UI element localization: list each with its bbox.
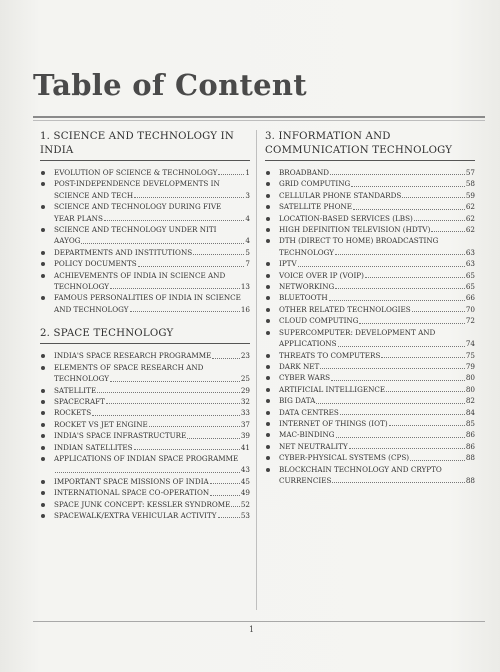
toc-entry[interactable] [265, 372, 475, 383]
dot-leader [381, 357, 464, 358]
toc-entry[interactable] [40, 499, 250, 510]
toc-entry-text: INTERNET OF THINGS (IOT) [279, 418, 388, 428]
toc-entry-text: APPLICATIONS OF INDIAN SPACE PROGRAMME [54, 453, 239, 463]
dot-leader [81, 243, 244, 244]
bullet-icon [41, 480, 45, 484]
dot-leader [212, 358, 239, 359]
section-heading [265, 130, 475, 161]
section-item-list [40, 350, 250, 521]
bullet-icon [41, 251, 45, 255]
dot-leader [331, 380, 465, 381]
toc-entry[interactable] [40, 178, 250, 201]
toc-entry[interactable] [40, 396, 250, 407]
toc-entry[interactable] [265, 395, 475, 406]
section-item-list [265, 167, 475, 486]
toc-entry-text: POST-INDEPENDENCE DEVELOPMENTS IN [54, 179, 220, 189]
dot-leader [351, 186, 465, 187]
bullet-icon [266, 445, 270, 449]
toc-entry-text: SUPERCOMPUTER: DEVELOPMENT AND [279, 327, 436, 337]
toc-entry-text: INDIA'S SPACE RESEARCH PROGRAMME [54, 351, 212, 361]
toc-page-number: 43 [240, 465, 250, 475]
toc-page-number: 63 [465, 247, 475, 257]
bullet-icon [41, 366, 45, 370]
toc-page-number: 58 [465, 179, 475, 189]
toc-entry[interactable] [40, 407, 250, 418]
toc-entry[interactable] [265, 350, 475, 361]
toc-entry-text: SCIENCE AND TECHNOLOGY UNDER NITI [54, 225, 217, 235]
bullet-icon [41, 182, 45, 186]
toc-entry-text: IPTV [279, 259, 297, 269]
dot-leader [316, 403, 465, 404]
toc-entry-text: YEAR PLANS [54, 213, 103, 223]
title-rule [33, 116, 485, 121]
toc-entry-text: CYBER WARS [279, 373, 331, 383]
dot-leader [138, 266, 245, 267]
toc-entry[interactable] [265, 464, 475, 487]
toc-entry[interactable] [265, 384, 475, 395]
dot-leader [110, 288, 240, 289]
toc-page-number: 32 [240, 396, 250, 406]
dot-leader [134, 197, 244, 198]
section-ict [265, 130, 475, 486]
dot-leader [55, 472, 240, 473]
toc-entry[interactable] [265, 258, 475, 269]
toc-entry-text: SCIENCE AND TECHNOLOGY DURING FIVE [54, 202, 222, 212]
toc-entry-text: BLOCKCHAIN TECHNOLOGY AND CRYPTO [279, 464, 442, 474]
toc-entry[interactable] [40, 442, 250, 453]
toc-page-number: 75 [465, 350, 475, 360]
bullet-icon [41, 503, 45, 507]
bullet-icon [266, 194, 270, 198]
toc-page-number: 49 [240, 488, 250, 498]
dot-leader [330, 174, 465, 175]
toc-page-number: 25 [240, 374, 250, 384]
toc-page-number: 85 [465, 418, 475, 428]
dot-leader [218, 174, 244, 175]
bullet-icon [266, 182, 270, 186]
toc-page-number: 3 [245, 190, 250, 200]
toc-entry-text: DARK NET [279, 361, 320, 371]
bullet-icon [266, 217, 270, 221]
dot-leader [335, 254, 465, 255]
bullet-icon [266, 399, 270, 403]
toc-entry-text: THREATS TO COMPUTERS [279, 350, 381, 360]
toc-entry-text: INDIAN SATELLITES [54, 442, 133, 452]
footer-rule [33, 621, 485, 622]
section-heading-line: 3. INFORMATION AND [265, 131, 391, 142]
toc-entry-text: LOCATION-BASED SERVICES (LBS) [279, 213, 413, 223]
dot-leader [338, 346, 465, 347]
bullet-icon [266, 365, 270, 369]
toc-entry-text: DATA CENTRES [279, 407, 339, 417]
section-heading-line: COMMUNICATION TECHNOLOGY [265, 145, 453, 156]
toc-page-number: 72 [465, 316, 475, 326]
bullet-icon [266, 411, 270, 415]
dot-leader [412, 311, 465, 312]
section-item-list [40, 167, 250, 315]
toc-entry[interactable] [40, 362, 250, 385]
toc-page-number: 88 [465, 475, 475, 485]
bullet-icon [266, 239, 270, 243]
toc-entry-text: SPACEWALK/EXTRA VEHICULAR ACTIVITY [54, 510, 217, 520]
toc-entry-text: CLOUD COMPUTING [279, 316, 359, 326]
dot-leader [210, 483, 240, 484]
toc-entry[interactable] [265, 281, 475, 292]
toc-page-number: 80 [465, 373, 475, 383]
bullet-icon [41, 228, 45, 232]
dot-leader [92, 415, 240, 416]
bullet-icon [266, 262, 270, 266]
section-heading: 2. SPACE TECHNOLOGY [40, 327, 250, 344]
toc-page-number: 13 [240, 282, 250, 292]
toc-entry-text: INDIA'S SPACE INFRASTRUCTURE [54, 431, 187, 441]
bullet-icon [41, 400, 45, 404]
toc-entry[interactable] [265, 327, 475, 350]
toc-entry[interactable] [40, 224, 250, 247]
toc-entry-text: DTH (DIRECT TO HOME) BROADCASTING [279, 236, 439, 246]
bullet-icon [266, 468, 270, 472]
toc-entry[interactable] [40, 292, 250, 315]
dot-leader [414, 220, 465, 221]
toc-entry-text: ARTIFICIAL INTELLIGENCE [279, 384, 386, 394]
toc-entry-text: MAC-BINDING [279, 430, 335, 440]
toc-entry[interactable] [40, 258, 250, 269]
dot-leader [389, 425, 465, 426]
toc-entry[interactable] [40, 476, 250, 487]
toc-entry-text: INTERNATIONAL SPACE CO-OPERATION [54, 488, 210, 498]
dot-leader [218, 517, 240, 518]
toc-entry[interactable] [40, 510, 250, 521]
toc-entry-text: AND TECHNOLOGY [54, 304, 129, 314]
toc-entry[interactable] [265, 167, 475, 178]
bullet-icon [266, 319, 270, 323]
toc-entry[interactable] [265, 292, 475, 303]
toc-page-number: 16 [240, 304, 250, 314]
bullet-icon [266, 331, 270, 335]
toc-entry[interactable] [265, 190, 475, 201]
dot-leader [298, 266, 465, 267]
toc-page-number: 66 [465, 293, 475, 303]
bullet-icon [41, 262, 45, 266]
dot-leader [231, 506, 239, 507]
toc-entry[interactable] [40, 419, 250, 430]
bullet-icon [41, 274, 45, 278]
dot-leader [149, 426, 240, 427]
right-column [265, 130, 475, 486]
dot-leader [104, 220, 245, 221]
toc-page-number: 45 [240, 476, 250, 486]
toc-entry-text: FAMOUS PERSONALITIES OF INDIA IN SCIENCE [54, 293, 241, 303]
section-science [40, 130, 250, 315]
toc-page-number: 79 [465, 361, 475, 371]
toc-entry-text: HIGH DEFINITION TELEVISION (HDTV) [279, 225, 431, 235]
toc-entry-text: BROADBAND [279, 168, 330, 177]
toc-entry[interactable] [40, 350, 250, 361]
bullet-icon [266, 433, 270, 437]
dot-leader [410, 460, 465, 461]
toc-entry-text: NETWORKING [279, 282, 335, 292]
toc-page-number: 62 [465, 225, 475, 235]
toc-entry[interactable] [265, 224, 475, 235]
toc-entry-text: ROCKETS [54, 408, 92, 418]
dot-leader [320, 368, 464, 369]
bullet-icon [41, 171, 45, 175]
toc-entry-text: AAYOG [54, 236, 81, 246]
toc-entry[interactable] [265, 213, 475, 224]
bullet-icon [41, 423, 45, 427]
toc-entry[interactable] [265, 270, 475, 281]
toc-entry-text: POLICY DOCUMENTS [54, 259, 137, 269]
toc-page-number: 80 [465, 384, 475, 394]
toc-page-number: 65 [465, 282, 475, 292]
toc-entry-text: IMPORTANT SPACE MISSIONS OF INDIA [54, 476, 209, 486]
toc-entry-text: ROCKET VS JET ENGINE [54, 419, 148, 429]
toc-page-number: 23 [240, 351, 250, 361]
dot-leader [187, 438, 240, 439]
toc-page-number: 53 [240, 510, 250, 520]
toc-entry-text: CELLULAR PHONE STANDARDS [279, 190, 402, 200]
toc-entry-text: ACHIEVEMENTS OF INDIA IN SCIENCE AND [54, 270, 226, 280]
toc-page-number: 41 [240, 442, 250, 452]
toc-entry[interactable] [265, 418, 475, 429]
toc-page-number: 39 [240, 431, 250, 441]
toc-entry[interactable] [40, 430, 250, 441]
toc-page-number: 62 [465, 213, 475, 223]
toc-entry[interactable] [265, 235, 475, 258]
toc-page-number: 7 [245, 259, 250, 269]
dot-leader [402, 197, 465, 198]
toc-entry[interactable] [265, 315, 475, 326]
dot-leader [365, 277, 465, 278]
dot-leader [110, 381, 240, 382]
toc-entry[interactable] [265, 452, 475, 463]
toc-entry-text: SPACECRAFT [54, 396, 105, 406]
toc-entry[interactable] [265, 304, 475, 315]
toc-entry-text: ELEMENTS OF SPACE RESEARCH AND [54, 362, 204, 372]
toc-entry-text: TECHNOLOGY [279, 247, 335, 257]
toc-entry[interactable] [265, 441, 475, 452]
bullet-icon [266, 228, 270, 232]
toc-page-number: 65 [465, 270, 475, 280]
bullet-icon [41, 411, 45, 415]
toc-entry[interactable] [40, 167, 250, 178]
dot-leader [386, 391, 465, 392]
page-number: 1 [249, 625, 255, 634]
toc-entry-text: VOICE OVER IP (VOIP) [279, 270, 364, 280]
bullet-icon [41, 389, 45, 393]
bullet-icon [41, 296, 45, 300]
dot-leader [335, 288, 465, 289]
toc-entry[interactable] [40, 487, 250, 498]
bullet-icon [41, 514, 45, 518]
dot-leader [193, 254, 244, 255]
toc-page-number: 37 [240, 419, 250, 429]
toc-entry[interactable] [265, 361, 475, 372]
toc-page-number: 86 [465, 430, 475, 440]
toc-entry-text: SPACE JUNK CONCEPT: KESSLER SYNDROME [54, 499, 231, 509]
dot-leader [359, 323, 464, 324]
dot-leader [106, 403, 240, 404]
toc-page-number: 29 [240, 385, 250, 395]
bullet-icon [41, 354, 45, 358]
toc-entry-text: OTHER RELATED TECHNOLOGIES [279, 304, 411, 314]
dot-leader [130, 311, 240, 312]
section-heading: 1. SCIENCE AND TECHNOLOGY IN INDIA [40, 130, 250, 161]
bullet-icon [266, 376, 270, 380]
bullet-icon [266, 205, 270, 209]
toc-page-number: 86 [465, 441, 475, 451]
dot-leader [210, 495, 240, 496]
dot-leader [340, 414, 465, 415]
toc-page-number: 74 [465, 339, 475, 349]
dot-leader [97, 392, 240, 393]
toc-entry-text: SCIENCE AND TECH [54, 190, 134, 200]
bullet-icon [266, 274, 270, 278]
dot-leader [329, 300, 465, 301]
toc-entry[interactable] [265, 429, 475, 440]
toc-entry-text: SATELLITE PHONE [279, 202, 353, 212]
dot-leader [353, 209, 465, 210]
dot-leader [431, 231, 464, 232]
toc-entry-text: APPLICATIONS [279, 339, 337, 349]
dot-leader [332, 482, 464, 483]
toc-page-number: 70 [465, 304, 475, 314]
toc-page-number: 59 [465, 190, 475, 200]
toc-page-number: 1 [245, 168, 250, 177]
toc-entry[interactable] [265, 407, 475, 418]
toc-page-number: 4 [245, 236, 250, 246]
toc-entry[interactable] [40, 270, 250, 293]
toc-entry-text: DEPARTMENTS AND INSTITUTIONS [54, 247, 193, 257]
toc-entry-text: NET NEUTRALITY [279, 441, 348, 451]
toc-entry-text: BLUETOOTH [279, 293, 328, 303]
toc-entry[interactable] [265, 201, 475, 212]
bullet-icon [41, 457, 45, 461]
bullet-icon [41, 434, 45, 438]
dot-leader [336, 437, 465, 438]
left-column [40, 130, 250, 521]
toc-entry-text: GRID COMPUTING [279, 179, 351, 189]
bullet-icon [266, 422, 270, 426]
toc-entry[interactable] [40, 385, 250, 396]
toc-page-number: 4 [245, 213, 250, 223]
toc-page-number: 52 [240, 499, 250, 509]
toc-entry-text: SATELLITE [54, 385, 97, 395]
bullet-icon [41, 446, 45, 450]
toc-page-number: 33 [240, 408, 250, 418]
bullet-icon [266, 354, 270, 358]
toc-entry[interactable] [40, 453, 250, 476]
toc-page-number: 63 [465, 259, 475, 269]
toc-entry-text: EVOLUTION OF SCIENCE & TECHNOLOGY [54, 168, 218, 177]
toc-entry[interactable] [40, 201, 250, 224]
bullet-icon [266, 171, 270, 175]
bullet-icon [266, 456, 270, 460]
bullet-icon [266, 285, 270, 289]
toc-page-number: 82 [465, 396, 475, 406]
toc-page-number: 62 [465, 202, 475, 212]
toc-entry-text: TECHNOLOGY [54, 374, 110, 384]
bullet-icon [266, 308, 270, 312]
toc-entry[interactable] [265, 178, 475, 189]
bullet-icon [41, 491, 45, 495]
toc-page-number: 5 [245, 247, 250, 257]
column-divider [256, 130, 257, 610]
toc-page-number: 84 [465, 407, 475, 417]
toc-entry-text: CURRENCIES [279, 475, 332, 485]
toc-page-number: 57 [465, 168, 475, 177]
toc-entry-text: TECHNOLOGY [54, 282, 110, 292]
dot-leader [349, 448, 465, 449]
toc-entry[interactable] [40, 247, 250, 258]
bullet-icon [266, 296, 270, 300]
page-title: Table of Content [33, 68, 307, 102]
dot-leader [134, 449, 240, 450]
toc-entry-text: CYBER-PHYSICAL SYSTEMS (CPS) [279, 453, 410, 463]
bullet-icon [266, 388, 270, 392]
toc-entry-text: BIG DATA [279, 396, 316, 406]
section-space [40, 327, 250, 521]
bullet-icon [41, 205, 45, 209]
toc-page-number: 88 [465, 453, 475, 463]
